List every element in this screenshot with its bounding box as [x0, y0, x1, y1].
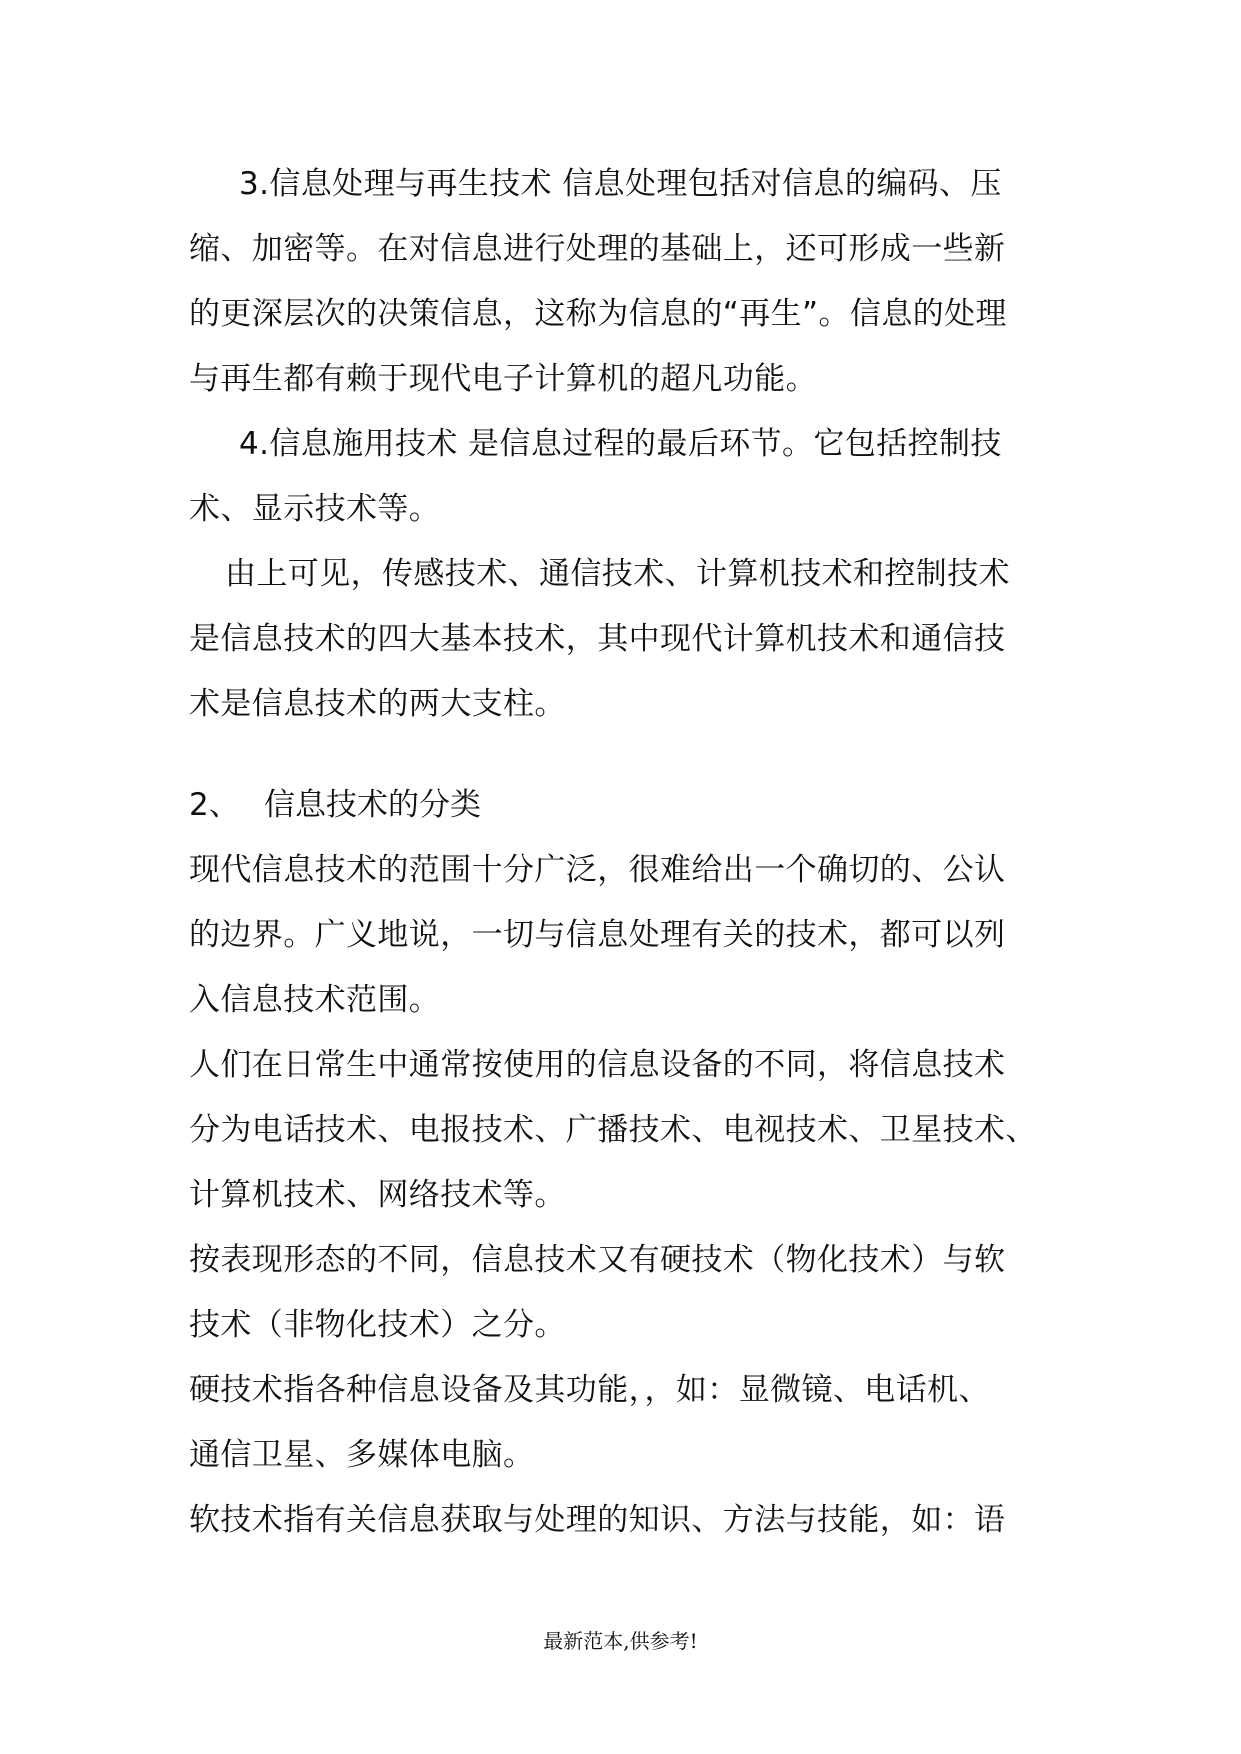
- paragraph-line: 软技术指有关信息获取与处理的知识、方法与技能，如：语: [189, 1502, 1006, 1538]
- paragraph-line: 硬技术指各种信息设备及其功能，，如：显微镜、电话机、: [189, 1372, 990, 1408]
- paragraph-line: 的边界。广义地说，一切与信息处理有关的技术，都可以列: [189, 917, 1006, 953]
- paragraph-hard-technology: [189, 1358, 1059, 1488]
- section-heading: [189, 773, 1059, 838]
- paragraph-line: 计算机技术、网络技术等。: [189, 1177, 566, 1213]
- paragraph-form-classification: [189, 1228, 1059, 1358]
- section-number: 2、: [189, 787, 240, 823]
- paragraph-line: 3.信息处理与再生技术 信息处理包括对信息的编码、压: [239, 166, 1002, 202]
- paragraph-line: 的更深层次的决策信息，这称为信息的“再生”。信息的处理: [189, 296, 1007, 332]
- section-title: 信息技术的分类: [264, 787, 481, 823]
- paragraph-line: 分为电话技术、电报技术、广播技术、电视技术、卫星技术、: [189, 1112, 1037, 1148]
- paragraph-device-classification: [189, 1033, 1059, 1228]
- paragraph-line: 术是信息技术的两大支柱。: [189, 686, 566, 722]
- paragraph-line: 现代信息技术的范围十分广泛，很难给出一个确切的、公认: [189, 852, 1006, 888]
- paragraph-line: 是信息技术的四大基本技术，其中现代计算机技术和通信技: [189, 621, 1006, 657]
- spacer: [189, 737, 1059, 773]
- paragraph-line: 由上可见，传感技术、通信技术、计算机技术和控制技术: [225, 556, 1010, 592]
- paragraph-summary: [189, 542, 1059, 737]
- paragraph-line: 缩、加密等。在对信息进行处理的基础上，还可形成一些新: [189, 231, 1006, 267]
- paragraph-info-application: [189, 412, 1059, 542]
- page-footer: 最新范本,供参考!: [543, 1629, 698, 1653]
- paragraph-info-processing: [189, 152, 1059, 412]
- paragraph-line: 4.信息施用技术 是信息过程的最后环节。它包括控制技: [239, 426, 1002, 462]
- paragraph-line: 入信息技术范围。: [189, 982, 441, 1018]
- paragraph-soft-technology: [189, 1488, 1059, 1553]
- paragraph-line: 术、显示技术等。: [189, 491, 441, 527]
- document-body: [189, 152, 1059, 1553]
- paragraph-line: 与再生都有赖于现代电子计算机的超凡功能。: [189, 361, 817, 397]
- paragraph-line: 按表现形态的不同，信息技术又有硬技术（物化技术）与软: [189, 1242, 1006, 1278]
- paragraph-line: 通信卫星、多媒体电脑。: [189, 1437, 535, 1473]
- paragraph-line: 技术（非物化技术）之分。: [189, 1307, 566, 1343]
- paragraph-line: 人们在日常生中通常按使用的信息设备的不同，将信息技术: [189, 1047, 1006, 1083]
- paragraph-scope: [189, 838, 1059, 1033]
